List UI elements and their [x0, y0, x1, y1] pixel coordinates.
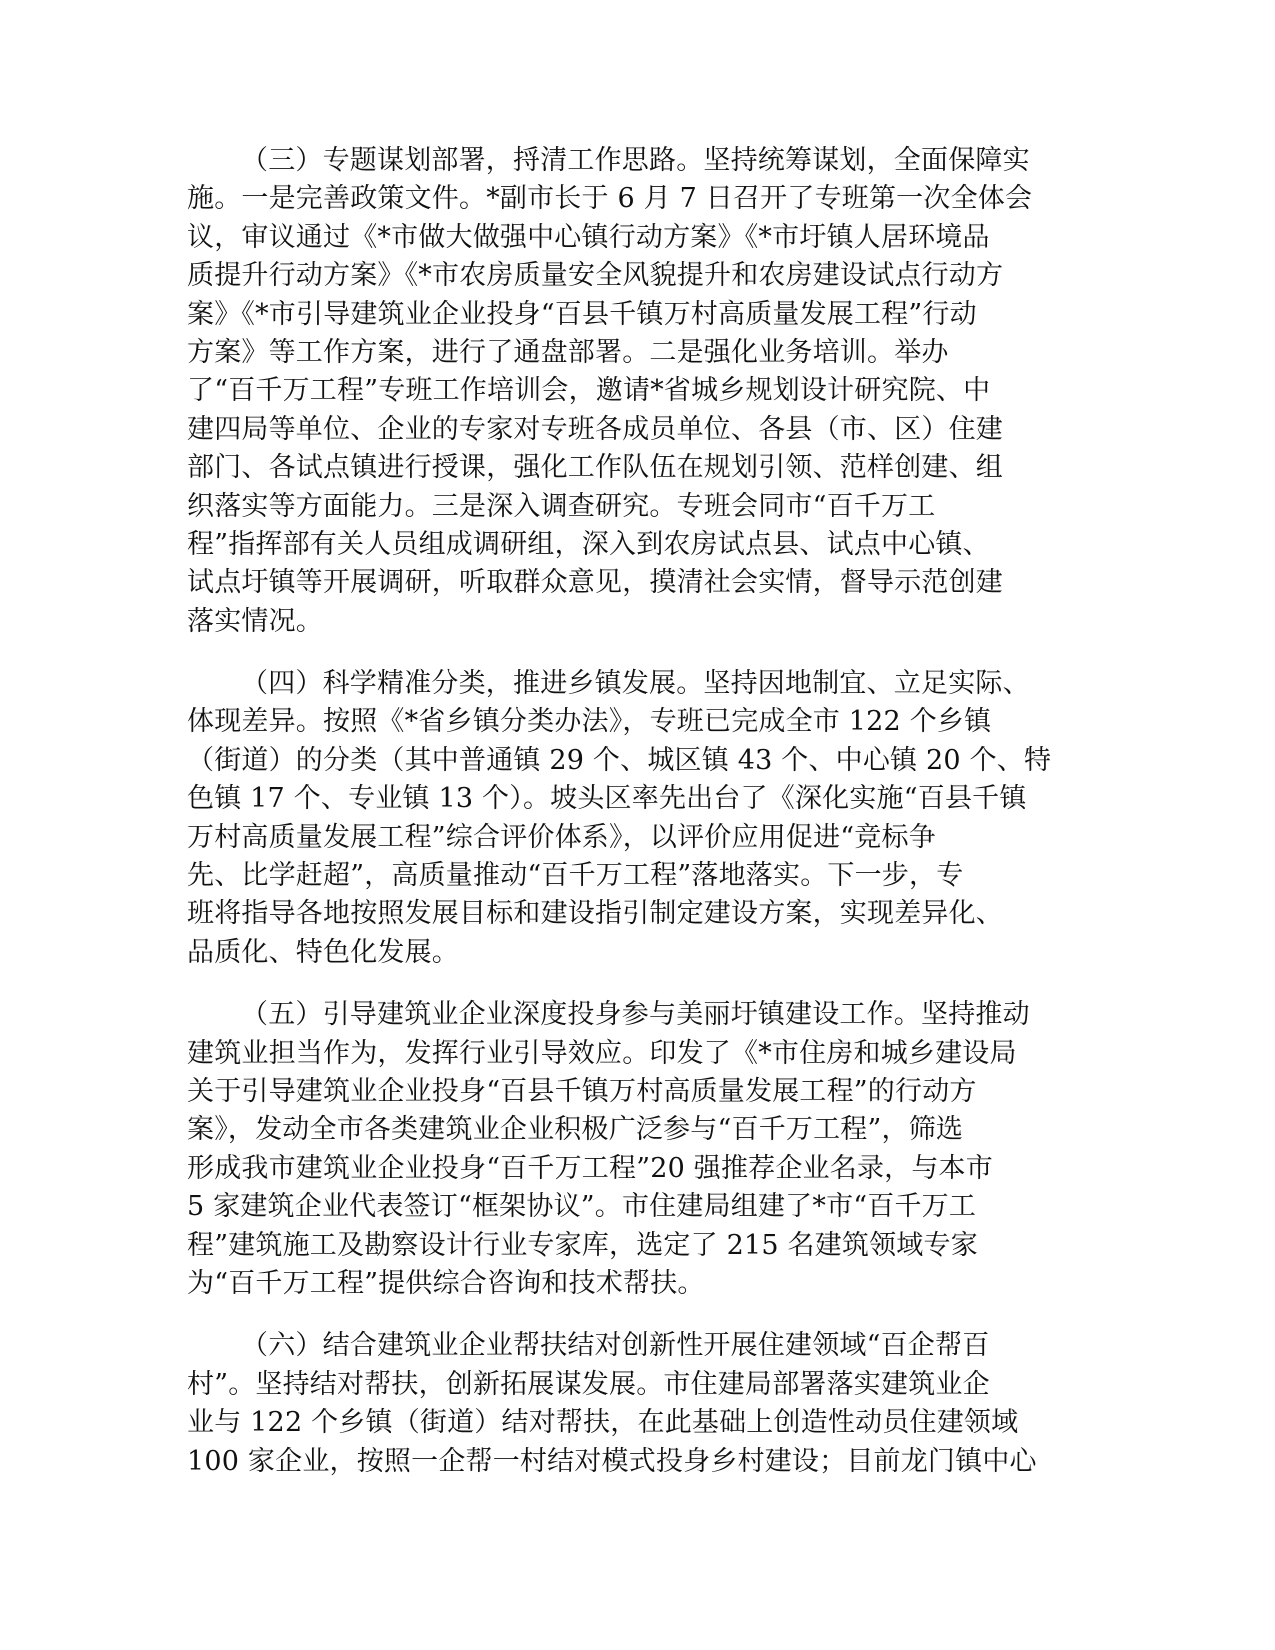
text-line: 施。一是完善政策文件。*副市长于 6 月 7 日召开了专班第一次全体会	[187, 183, 1033, 215]
text-line: 100 家企业，按照一企帮一村结对模式投身乡村建设；目前龙门镇中心	[187, 1445, 1037, 1477]
text-line: 试点圩镇等开展调研，听取群众意见，摸清社会实情，督导示范创建	[187, 567, 1003, 599]
text-line: （六）结合建筑业企业帮扶结对创新性开展住建领域“百企帮百	[241, 1330, 990, 1362]
paragraph-5	[187, 996, 1072, 1303]
text-line: 关于引导建筑业企业投身“百县千镇万村高质量发展工程”的行动方	[187, 1075, 977, 1107]
text-line: 织落实等方面能力。三是深入调查研究。专班会同市“百千万工	[187, 490, 936, 522]
paragraph-3	[187, 142, 1072, 641]
text-line: 案》《*市引导建筑业企业投身“百县千镇万村高质量发展工程”行动	[187, 298, 977, 330]
text-line: 色镇 17 个、专业镇 13 个）。坡头区率先出台了《深化实施“百县千镇	[187, 783, 1027, 815]
text-line: 村”。坚持结对帮扶，创新拓展谋发展。市住建局部署落实建筑业企	[187, 1368, 990, 1400]
paragraph-6	[187, 1327, 1072, 1481]
text-line: 先、比学赶超”，高质量推动“百千万工程”落地落实。下一步，专	[187, 860, 964, 892]
text-line: （五）引导建筑业企业深度投身参与美丽圩镇建设工作。坚持推动	[241, 999, 1030, 1031]
text-line: 了“百千万工程”专班工作培训会，邀请*省城乡规划设计研究院、中	[187, 375, 991, 407]
text-line: 案》，发动全市各类建筑业企业积极广泛参与“百千万工程”，筛选	[187, 1114, 964, 1146]
text-line: 建四局等单位、企业的专家对专班各成员单位、各县（市、区）住建	[187, 413, 1003, 445]
text-line: 为“百千万工程”提供综合咨询和技术帮扶。	[187, 1267, 705, 1299]
text-line: 部门、各试点镇进行授课，强化工作队伍在规划引领、范样创建、组	[187, 452, 1003, 484]
text-line: 程”建筑施工及勘察设计行业专家库，选定了 215 名建筑领域专家	[187, 1229, 978, 1261]
text-line: 方案》等工作方案，进行了通盘部署。二是强化业务培训。举办	[187, 336, 949, 368]
text-line: 万村高质量发展工程”综合评价体系》，以评价应用促进“竞标争	[187, 821, 936, 853]
text-line: 建筑业担当作为，发挥行业引导效应。印发了《*市住房和城乡建设局	[187, 1037, 1017, 1069]
text-line: （四）科学精准分类，推进乡镇发展。坚持因地制宜、立足实际、	[241, 668, 1030, 700]
text-line: 议，审议通过《*市做大做强中心镇行动方案》《*市圩镇人居环境品	[187, 221, 990, 253]
text-line: 5 家建筑企业代表签订“框架协议”。市住建局组建了*市“百千万工	[187, 1191, 977, 1223]
document-body	[187, 142, 1072, 1505]
text-line: 品质化、特色化发展。	[187, 936, 459, 968]
text-line: 班将指导各地按照发展目标和建设指引制定建设方案，实现差异化、	[187, 898, 1003, 930]
paragraph-4	[187, 665, 1072, 972]
text-line: 形成我市建筑业企业投身“百千万工程”20 强推荐企业名录，与本市	[187, 1152, 993, 1184]
text-line: （街道）的分类（其中普通镇 29 个、城区镇 43 个、中心镇 20 个、特	[187, 744, 1052, 776]
text-line: 业与 122 个乡镇（街道）结对帮扶，在此基础上创造性动员住建领域	[187, 1407, 1019, 1439]
text-line: 落实情况。	[187, 605, 323, 637]
text-line: 质提升行动方案》《*市农房质量安全风貌提升和农房建设试点行动方	[187, 260, 1004, 292]
text-line: 体现差异。按照《*省乡镇分类办法》，专班已完成全市 122 个乡镇	[187, 706, 992, 738]
text-line: 程”指挥部有关人员组成调研组，深入到农房试点县、试点中心镇、	[187, 528, 990, 560]
text-line: （三）专题谋划部署，捋清工作思路。坚持统筹谋划，全面保障实	[241, 145, 1030, 176]
